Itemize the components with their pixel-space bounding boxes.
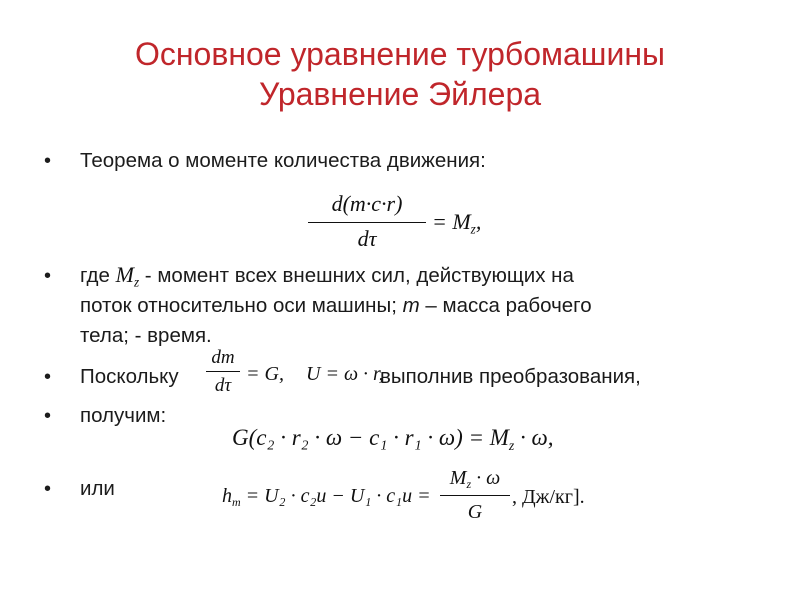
head-denominator: G	[467, 501, 483, 523]
fraction-bar	[206, 371, 240, 372]
velocity-formula: U = ω · r,	[306, 363, 384, 385]
bullet-dot: •	[44, 150, 52, 172]
fraction-bar	[440, 495, 510, 496]
mass-flow-rhs: = G,	[246, 363, 284, 385]
formula-euler: $G(c_2 \cdot r_2 \cdot \omega - c_1 \cdot r_1 \cdot \omega) = M_z \cdot \omega$,	[232, 425, 554, 453]
or-text: или	[80, 477, 115, 500]
title-line-2: Уравнение Эйлера	[258, 76, 542, 112]
head-lhs: $h_т = U_2 \cdot c_2u - U_1 \cdot c_1u$ =	[222, 485, 431, 510]
mass-flow-numerator: dm	[211, 347, 235, 368]
bullet-dot: •	[44, 478, 52, 500]
fraction-bar	[308, 222, 426, 223]
since-prefix: Поскольку	[80, 365, 179, 388]
mass-flow-denominator: dτ	[214, 375, 232, 396]
bullet-theorem-text: Теорема о моменте количества движения:	[80, 149, 486, 172]
title-line-1: Основное уравнение турбомашины	[134, 36, 666, 72]
bullet-dot: •	[44, 405, 52, 427]
head-numerator: $M_z \cdot \omega$	[449, 467, 501, 492]
slide-title	[0, 34, 800, 114]
formula-moment-denominator: dτ	[357, 226, 377, 251]
head-unit: , Дж/кг].	[512, 486, 585, 508]
obtain-text: получим:	[80, 404, 167, 427]
formula-moment-rhs: = $M_z$,	[432, 209, 482, 237]
definition-line-3: тела; - время.	[80, 324, 212, 347]
mz-symbol: $M_z$	[115, 262, 140, 290]
bullet-dot: •	[44, 265, 52, 287]
since-suffix: выполнив преобразования,	[380, 365, 641, 388]
definition-line-2: поток относительно оси машины; m – масса рабочего	[80, 294, 592, 317]
bullet-definition-text	[80, 263, 574, 289]
formula-moment-numerator: d(m·c·r)	[331, 191, 403, 216]
bullet-dot: •	[44, 366, 52, 388]
definition-prefix: где	[80, 264, 110, 287]
definition-suffix: - момент всех внешних сил, действующих на	[144, 264, 574, 287]
